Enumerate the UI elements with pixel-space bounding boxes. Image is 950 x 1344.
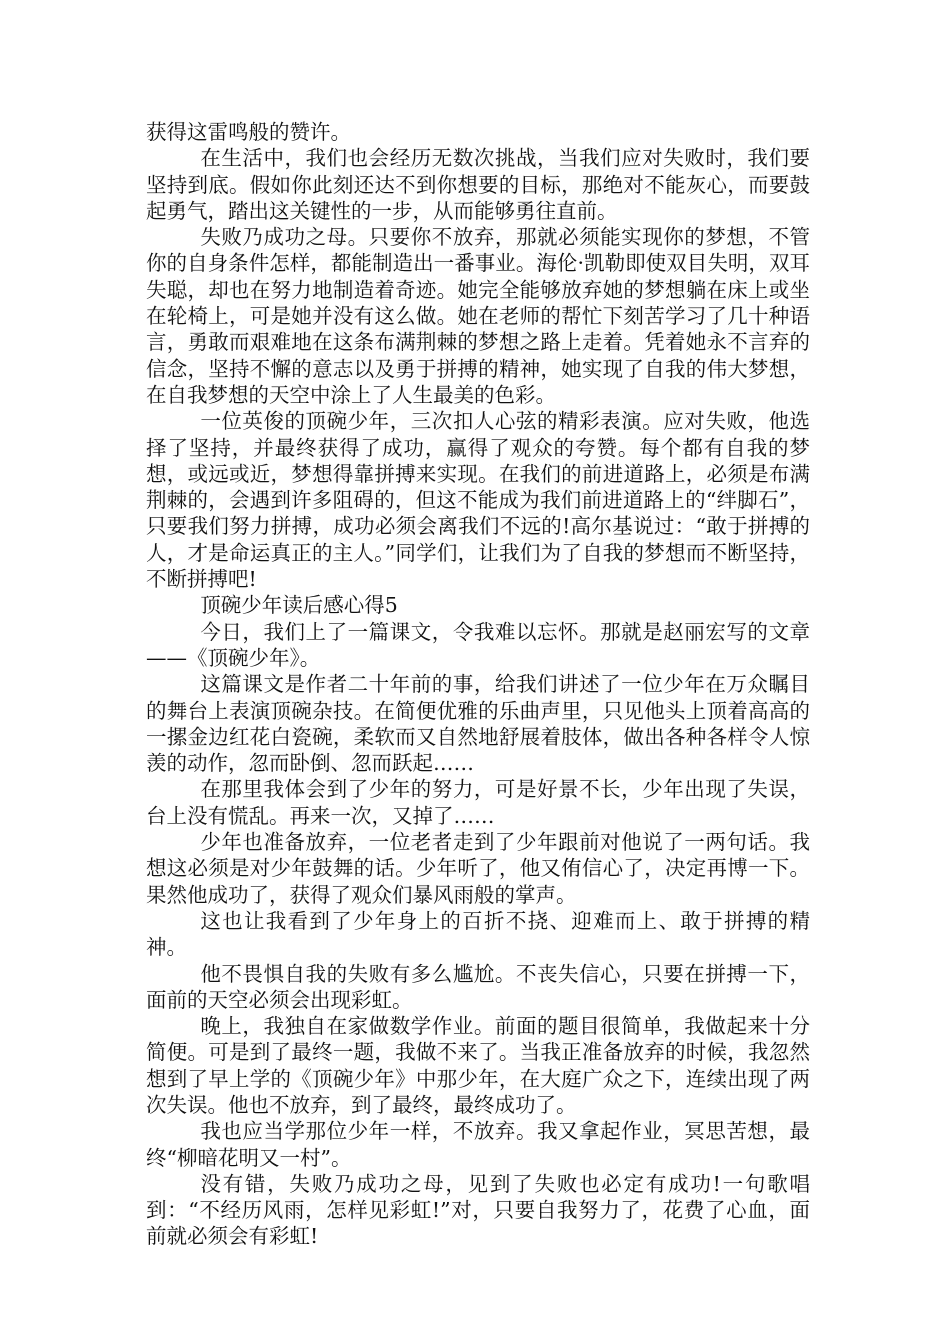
paragraph-13: 没有错，失败乃成功之母，见到了失败也必定有成功!一句歌唱到：“不经历风雨，怎样见彩虹!”对，只要自我努力了，花费了心血，面前就必须会有彩虹!: [146, 1171, 810, 1249]
paragraph-11: 晚上，我独自在家做数学作业。前面的题目很简单，我做起来十分简便。可是到了最终一题，我做不来了。当我正准备放弃的时候，我忽然想到了早上学的《顶碗少年》中那少年，在大庭广众之下，连续出现了两次失误。他也不放弃，到了最终，最终成功了。: [146, 1014, 810, 1117]
document-body: [146, 119, 810, 1250]
paragraph-9: 这也让我看到了少年身上的百折不挠、迎难而上、敢于拼搏的精神。: [146, 908, 810, 960]
paragraph-5: 今日，我们上了一篇课文，令我难以忘怀。那就是赵丽宏写的文章——《顶碗少年》。: [146, 619, 810, 670]
paragraph-3: 失败乃成功之母。只要你不放弃，那就必须能实现你的梦想，不管你的自身条件怎样，都能制造出一番事业。海伦·凯勒即使双目失明，双耳失聪，却也在努力地制造着奇迹。她完全能够放弃她的梦想躺在床上或坐在轮椅上，可是她并没有这么做。她在老师的帮忙下刻苦学习了几十种语言，勇敢而艰难地在这条布满荆棘的梦想之路上走着。凭着她永不言弃的信念，坚持不懈的意志以及勇于拼搏的精神，她实现了自我的伟大梦想，在自我梦想的天空中涂上了人生最美的色彩。: [146, 225, 810, 407]
paragraph-8: 少年也准备放弃，一位老者走到了少年跟前对他说了一两句话。我想这必须是对少年鼓舞的话。少年听了，他又侑信心了，决定再博一下。果然他成功了，获得了观众们暴风雨般的掌声。: [146, 830, 810, 907]
paragraph-1: 获得这雷鸣般的赞许。: [146, 120, 351, 144]
section-heading: 顶碗少年读后感心得5: [200, 593, 398, 618]
paragraph-10: 他不畏惧自我的失败有多么尴尬。不丧失信心，只要在拼搏一下，面前的天空必须会出现彩虹。: [146, 961, 810, 1012]
paragraph-6: 这篇课文是作者二十年前的事，给我们讲述了一位少年在万众瞩目的舞台上表演顶碗杂技。在简便优雅的乐曲声里，只见他头上顶着高高的一摞金边红花白瓷碗，柔软而又自然地舒展着肢体，做出各种各样令人惊羡的动作，忽而卧倒、忽而跃起……: [146, 672, 810, 776]
paragraph-12: 我也应当学那位少年一样，不放弃。我又拿起作业，冥思苦想，最终“柳暗花明又一村”。: [146, 1119, 810, 1170]
paragraph-2: 在生活中，我们也会经历无数次挑战，当我们应对失败时，我们要坚持到底。假如你此刻还达不到你想要的目标，那绝对不能灰心，而要鼓起勇气，踏出这关键性的一步，从而能够勇往直前。: [146, 146, 810, 223]
paragraph-4: 一位英俊的顶碗少年，三次扣人心弦的精彩表演。应对失败，他选择了坚持，并最终获得了成功，赢得了观众的夸赞。每个都有自我的梦想，或远或近，梦想得靠拼搏来实现。在我们的前进道路上，必须是布满荆棘的，会遇到许多阻碍的，但这不能成为我们前进道路上的“绊脚石”，只要我们努力拼搏，成功必须会离我们不远的!高尔基说过：“敢于拼搏的人，才是命运真正的主人。”同学们，让我们为了自我的梦想而不断坚持，不断拼搏吧!: [146, 409, 810, 592]
paragraph-7: 在那里我体会到了少年的努力，可是好景不长，少年出现了失误，台上没有慌乱。再来一次，又掉了……: [146, 777, 810, 828]
